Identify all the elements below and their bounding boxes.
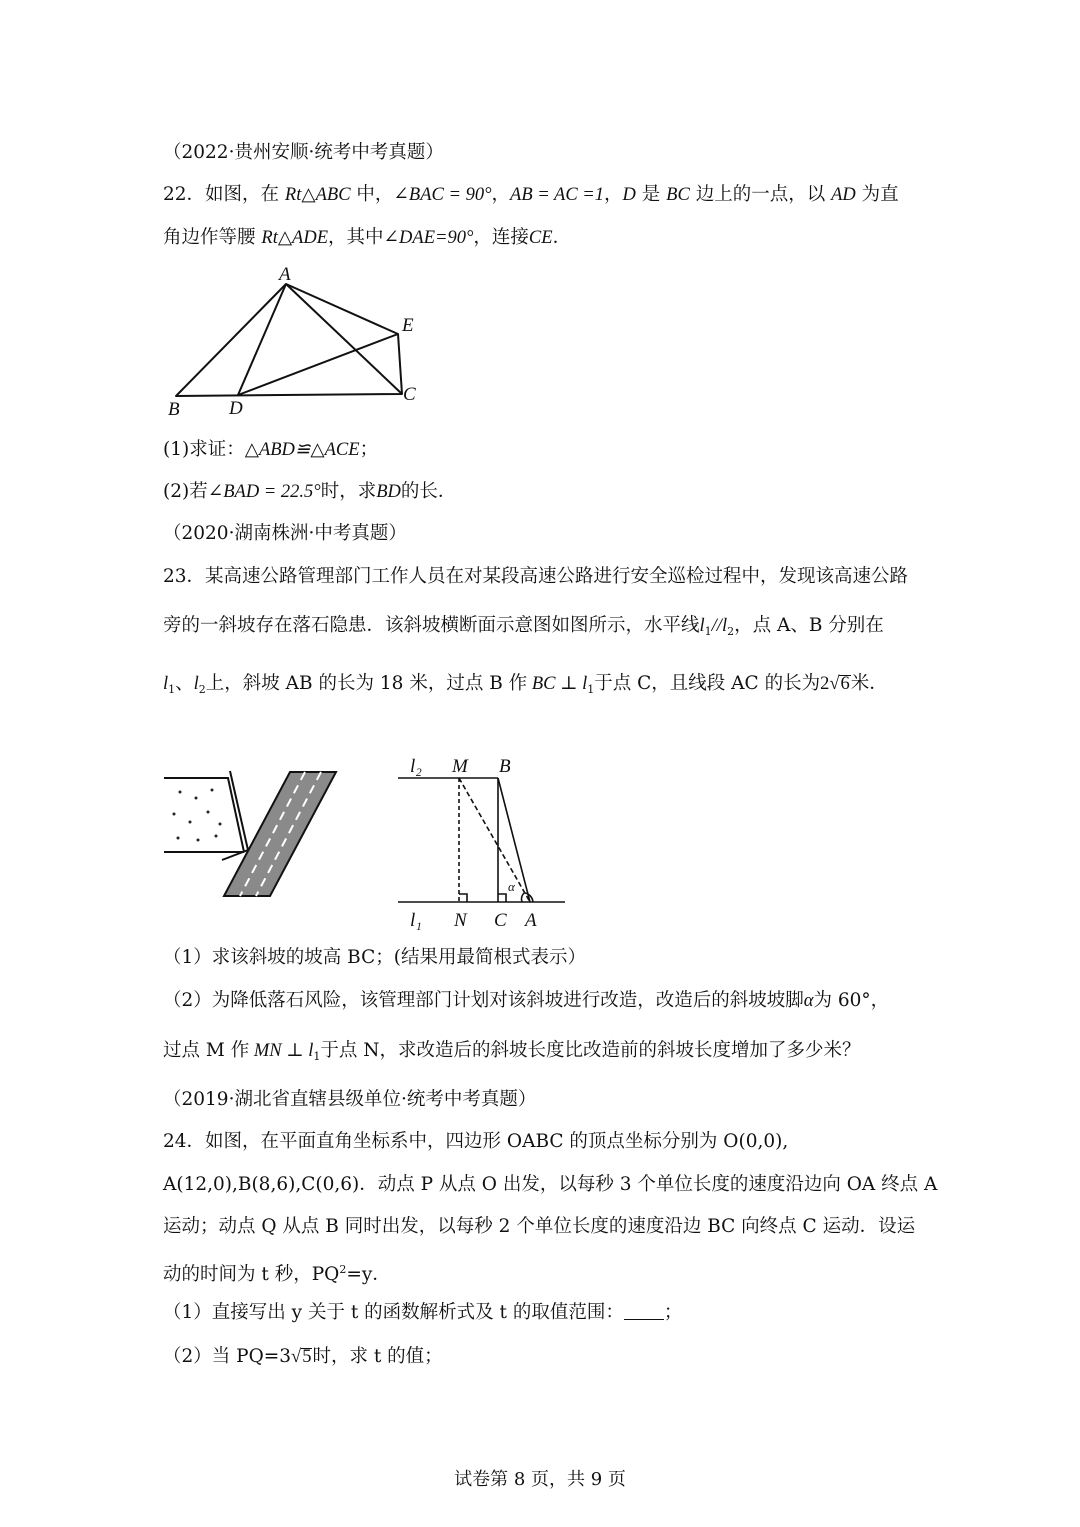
label-A: A: [279, 264, 291, 285]
q24-line-3: 运动；动点 Q 从点 B 同时出发，以每秒 2 个单位长度的速度沿边 BC 向终点 C 运动．设运: [163, 1216, 916, 1237]
q24-part-1: （1）直接写出 y 关于 t 的函数解析式及 t 的取值范围： ；: [163, 1302, 683, 1323]
label-D: D: [229, 398, 243, 419]
q24-line-4: 动的时间为 t 秒，$PQ^2=y$．: [163, 1263, 391, 1285]
q23-part-1: （1）求该斜坡的坡高 BC；(结果用最简根式表示）: [163, 947, 586, 968]
q23-part-2-cont: 过点 M 作 MN ⊥ $l_1$于点 N，求改造后的斜坡长度比改造前的斜坡长度增加了多少米？: [163, 1040, 861, 1063]
q22-part-1: (1)求证：△ABD≌△ACE；: [163, 439, 379, 460]
source-22: （2022·贵州安顺·统考中考真题）: [163, 142, 444, 163]
q23-line-1: 23．某高速公路管理部门工作人员在对某段高速公路进行安全巡检过程中，发现该高速公路: [163, 566, 909, 587]
label-C: C: [403, 384, 416, 405]
q23-part-2: （2）为降低落石风险，该管理部门计划对该斜坡进行改造，改造后的斜坡坡脚α为 60°，: [163, 990, 890, 1011]
label-A2: A: [525, 910, 537, 931]
q23-line-3: $l_1$、$l_2$上，斜坡 AB 的长为 18 米，过点 B 作 BC ⊥ $l_1$于点 C，且线段 AC 的长为2√6米．: [163, 673, 888, 696]
label-C2: C: [494, 910, 507, 931]
q24-line-2: A(12,0),B(8,6),C(0,6)．动点 P 从点 O 出发，以每秒 3 个单位长度的速度沿边向 OA 终点 A: [163, 1174, 938, 1195]
q22-part-2: (2)若∠BAD = 22.5°时，求BD的长．: [163, 481, 457, 502]
label-B: B: [168, 399, 180, 420]
q23-road-illustration: [160, 770, 350, 900]
label-l1: l₁: [410, 910, 422, 931]
answer-blank: [624, 1301, 664, 1320]
label-l2: l₂: [410, 756, 422, 777]
source-23: （2020·湖南株洲·中考真题）: [163, 523, 407, 544]
q22-line-2: 角边作等腰 Rt△ADE，其中∠DAE=90°，连接CE．: [163, 227, 572, 248]
label-N: N: [454, 910, 467, 931]
page-footer: 试卷第 8 页，共 9 页: [454, 1469, 626, 1490]
label-M: M: [452, 756, 468, 777]
q23-slope-figure: [395, 748, 575, 933]
label-B2: B: [499, 756, 511, 777]
q24-line-1: 24．如图，在平面直角坐标系中，四边形 OABC 的顶点坐标分别为 O(0,0),: [163, 1131, 789, 1152]
q23-line-2: 旁的一斜坡存在落石隐患．该斜坡横断面示意图如图所示，水平线$l_1//l_2$，点 A、B 分别在: [163, 615, 884, 638]
q22-line-1: 22．如图，在 Rt△ABC 中，∠BAC = 90°，AB = AC =1，D 是 BC 边上的一点，以 AD 为直: [163, 184, 899, 205]
q22-figure: [160, 260, 430, 420]
source-24: （2019·湖北省直辖县级单位·统考中考真题）: [163, 1089, 537, 1110]
label-alpha: α: [508, 879, 515, 894]
label-E: E: [402, 315, 414, 336]
q24-part-2: （2）当 PQ=3√5时，求 t 的值；: [163, 1346, 443, 1367]
